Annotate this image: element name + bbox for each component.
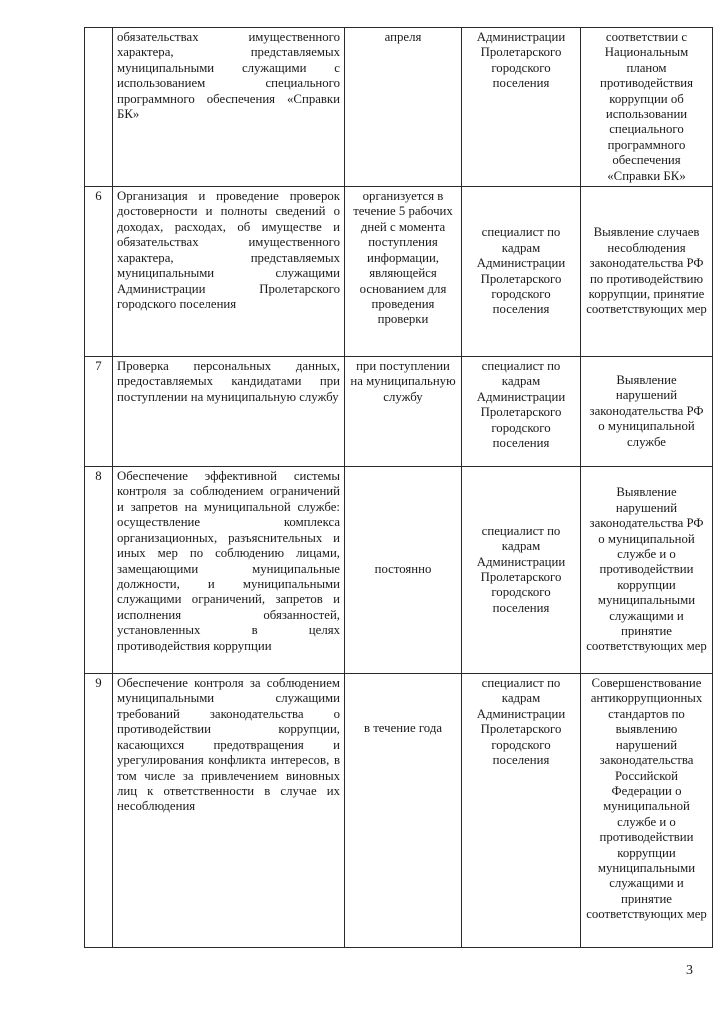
activity-description: Организация и проведение проверок достоверности и полноты сведений о доходах, расходах, об имуществе и обязательствах имущественного характера, представляемых муниципальными служащими Администрации Пролетарского городского поселения [113, 187, 345, 357]
table-row [85, 28, 713, 187]
activity-description: Обеспечение эффективной системы контроля за соблюдением ограничений и запретов на муниципальной службе: осуществление комплекса организационных, разъяснительных и иных мер по соблюдению лицами, замещающими муниципальные должности, и муниципальными служащими ограничений, запретов и исполнения обязанностей, установленных в целях противодействия коррупции [113, 467, 345, 674]
responsible-person: специалист по кадрам Администрации Пролетарского городского поселения [462, 467, 581, 674]
activity-deadline: в течение года [345, 674, 462, 948]
row-number: 9 [85, 674, 113, 948]
row-number: 6 [85, 187, 113, 357]
page-number: 3 [686, 963, 693, 978]
table-row [85, 357, 713, 467]
activity-description: Проверка персональных данных, предоставляемых кандидатами при поступлении на муниципальную службу [113, 357, 345, 467]
row-number: 7 [85, 357, 113, 467]
expected-result: Совершенствование антикоррупционных стандартов по выявлению нарушений законодательства Российской Федерации о муниципальной службе и о противодействии коррупции муниципальными служащими и принятие соответствующих мер [581, 674, 713, 948]
activity-deadline: постоянно [345, 467, 462, 674]
activity-deadline: при поступлении на муниципальную службу [345, 357, 462, 467]
activity-deadline: апреля [345, 28, 462, 187]
responsible-person: специалист по кадрам Администрации Пролетарского городского поселения [462, 674, 581, 948]
table-row [85, 187, 713, 357]
activity-description: обязательствах имущественного характера, представляемых муниципальными служащими с использованием специального программного обеспечения «Справки БК» [113, 28, 345, 187]
row-number [85, 28, 113, 187]
activity-deadline: организуется в течение 5 рабочих дней с момента поступления информации, являющейся основанием для проведения проверки [345, 187, 462, 357]
expected-result: Выявление нарушений законодательства РФ о муниципальной службе и о противодействии коррупции муниципальными служащими и принятие соответствующих мер [581, 467, 713, 674]
activity-description: Обеспечение контроля за соблюдением муниципальными служащими требований законодательства о противодействии коррупции, касающихся предотвращения и урегулирования конфликта интересов, в том числе за привлечением виновных лиц к ответственности в случае их несоблюдения [113, 674, 345, 948]
expected-result: Выявление случаев несоблюдения законодательства РФ по противодействию коррупции, принятие соответствующих мер [581, 187, 713, 357]
anticorruption-plan-table [84, 27, 713, 948]
row-number: 8 [85, 467, 113, 674]
responsible-person: специалист по кадрам Администрации Пролетарского городского поселения [462, 187, 581, 357]
expected-result: соответствии с Национальным планом противодействия коррупции об использовании специального программного обеспечения «Справки БК» [581, 28, 713, 187]
expected-result: Выявление нарушений законодательства РФ о муниципальной службе [581, 357, 713, 467]
table-row [85, 674, 713, 948]
responsible-person: специалист по кадрам Администрации Пролетарского городского поселения [462, 357, 581, 467]
responsible-person: Администрации Пролетарского городского поселения [462, 28, 581, 187]
table-row [85, 467, 713, 674]
